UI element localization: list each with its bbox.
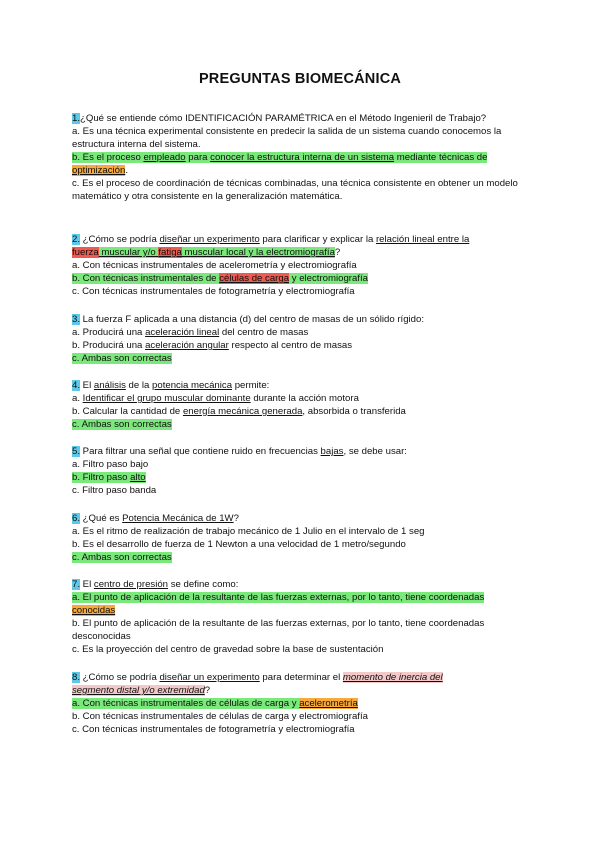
question-6-stem: 6. ¿Qué es Potencia Mecánica de 1W?: [72, 513, 239, 524]
question-2-stem: 2. ¿Cómo se podría diseñar un experimento para clarificar y explicar la relación lineal entre la: [72, 234, 470, 245]
option-c: c. Con técnicas instrumentales de fotogrametría y electromiografía: [72, 286, 355, 297]
question-4-stem: 4. El análisis de la potencia mecánica permite:: [72, 380, 270, 391]
option-a: a. Identificar el grupo muscular dominante durante la acción motora: [72, 393, 359, 404]
option-b: b. El punto de aplicación de la resultante de las fuerzas externas, por lo tanto, tiene coordenadas desconocidas: [72, 618, 485, 642]
question-7-stem: 7. El centro de presión se define como:: [72, 579, 239, 590]
option-c: c. Ambas son correctas: [72, 552, 172, 563]
question-1: [72, 112, 532, 203]
question-2-stem-continued: fuerza muscular y/o fatiga muscular local y la electromiografía?: [72, 247, 341, 258]
question-3: [72, 313, 532, 365]
question-text: ¿Qué se entiende cómo IDENTIFICACIÓN PARAMÉTRICA en el Método Ingenieril de Trabajo?: [80, 113, 487, 124]
option-a: a. Es el ritmo de realización de trabajo mecánico de 1 Julio en el intervalo de 1 seg: [72, 526, 425, 537]
option-b: b. Con técnicas instrumentales de células de carga y electromiografía: [72, 711, 368, 722]
option-c: c. Con técnicas instrumentales de fotogrametría y electromiografía: [72, 724, 355, 735]
question-5-stem: 5. Para filtrar una señal que contiene ruido en frecuencias bajas, se debe usar:: [72, 446, 407, 457]
option-a: a. Producirá una aceleración lineal del centro de masas: [72, 327, 309, 338]
option-c: c. Es el proceso de coordinación de técnicas combinadas, una técnica consistente en obtener un modelo matemático y otra consistente en la generalización matemática.: [72, 178, 518, 202]
option-b: b. Producirá una aceleración angular respecto al centro de masas: [72, 340, 353, 351]
page-title: PREGUNTAS BIOMECÁNICA: [198, 71, 402, 87]
underlined-text: conocer la estructura interna de un sistema: [210, 152, 395, 163]
question-number: 4.: [72, 380, 81, 391]
question-4: [72, 379, 532, 431]
option-a: a. Con técnicas instrumentales de acelerometría y electromiografía: [72, 260, 357, 271]
question-6: [72, 512, 532, 564]
question-3-stem: 3. La fuerza F aplicada a una distancia (d) del centro de masas de un sólido rígido:: [72, 314, 424, 325]
option-b: b. Calcular la cantidad de energía mecánica generada, absorbida o transferida: [72, 406, 406, 417]
question-number: 8.: [72, 672, 81, 683]
option-c: c. Es la proyección del centro de gravedad sobre la base de sustentación: [72, 644, 384, 655]
option-c: c. Filtro paso banda: [72, 485, 157, 496]
question-number: 6.: [72, 513, 81, 524]
option-a-continued: conocidas: [72, 605, 116, 616]
question-number: 5.: [72, 446, 81, 457]
question-8-stem: 8. ¿Cómo se podría diseñar un experimento para determinar el momento de inercia del: [72, 672, 443, 683]
option-b-continued: optimización.: [72, 165, 128, 176]
question-number: 2.: [72, 234, 81, 245]
question-2: [72, 233, 532, 298]
underlined-text: empleado: [143, 152, 186, 163]
option-c: c. Ambas son correctas: [72, 419, 172, 430]
question-1-stem: [72, 113, 486, 124]
question-5: [72, 445, 532, 497]
option-a: a. Es una técnica experimental consistente en predecir la salida de un sistema cuando conocemos la estructura interna del sistema.: [72, 126, 502, 150]
question-number: 1.: [72, 113, 81, 124]
option-b: b. Es el desarrollo de fuerza de 1 Newton a una velocidad de 1 metro/segundo: [72, 539, 406, 550]
question-number: 7.: [72, 579, 81, 590]
option-b: b. Es el proceso empleado para conocer la estructura interna de un sistema mediante técnicas de: [72, 152, 488, 163]
option-a: a. Con técnicas instrumentales de células de carga y acelerometría: [72, 698, 358, 709]
option-a: a. El punto de aplicación de la resultante de las fuerzas externas, por lo tanto, tiene coordenadas: [72, 592, 485, 603]
option-b: b. Con técnicas instrumentales de células de carga y electromiografía: [72, 273, 368, 284]
question-number: 3.: [72, 314, 81, 325]
question-8: [72, 671, 532, 736]
question-7: [72, 578, 532, 656]
highlighted-text: optimización: [72, 165, 126, 176]
option-b: b. Filtro paso alto: [72, 472, 146, 483]
question-8-stem-continued: segmento distal y/o extremidad?: [72, 685, 211, 696]
option-a: a. Filtro paso bajo: [72, 459, 149, 470]
option-c: c. Ambas son correctas: [72, 353, 172, 364]
